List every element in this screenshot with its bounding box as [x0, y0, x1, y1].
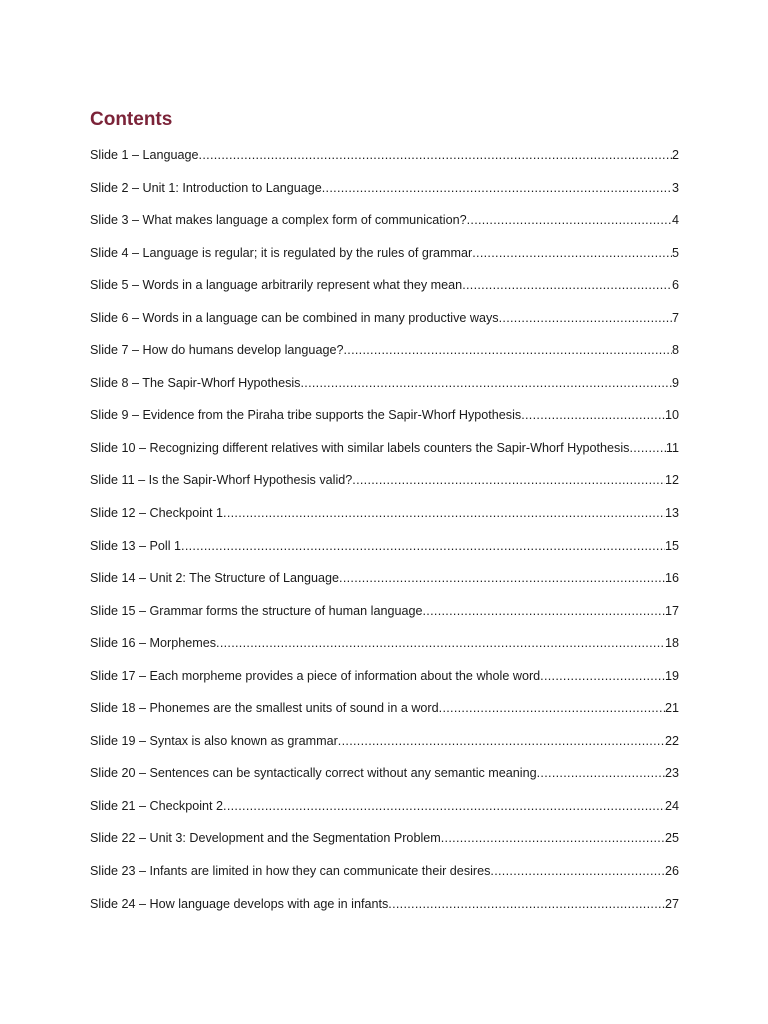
- toc-entry-title: Slide 12 – Checkpoint 1: [90, 506, 224, 521]
- toc-dot-leader: [181, 536, 665, 556]
- toc-entry[interactable]: [90, 438, 679, 471]
- toc-dot-leader: [462, 275, 672, 295]
- toc-entry[interactable]: [90, 405, 679, 438]
- toc-entry-page-number: 26: [664, 864, 679, 879]
- toc-entry-page-number: 27: [664, 896, 679, 911]
- toc-dot-leader: [199, 145, 672, 165]
- toc-dot-leader: [339, 568, 665, 588]
- toc-dot-leader: [300, 373, 672, 393]
- toc-entry[interactable]: [90, 763, 679, 796]
- toc-entry-title: Slide 10 – Recognizing different relatives with similar labels counters the Sapir-Whorf Hypothesis: [90, 440, 630, 455]
- toc-entry-title: Slide 17 – Each morpheme provides a piece of information about the whole word: [90, 668, 541, 683]
- toc-dot-leader: [352, 470, 665, 490]
- toc-dot-leader: [441, 828, 665, 848]
- toc-entry-title: Slide 11 – Is the Sapir-Whorf Hypothesis valid?: [90, 473, 353, 488]
- toc-entry-title: Slide 6 – Words in a language can be combined in many productive ways: [90, 310, 499, 325]
- toc-entry-page-number: 12: [664, 473, 679, 488]
- toc-entry[interactable]: [90, 731, 679, 764]
- toc-entry[interactable]: [90, 275, 679, 308]
- toc-entry-page-number: 17: [664, 603, 679, 618]
- toc-entry-page-number: 13: [664, 506, 679, 521]
- toc-entry-title: Slide 5 – Words in a language arbitrarily represent what they mean: [90, 278, 463, 293]
- toc-entry-page-number: 3: [671, 180, 679, 195]
- toc-entry-page-number: 7: [671, 310, 679, 325]
- toc-entry-page-number: 18: [664, 636, 679, 651]
- toc-list: [90, 145, 679, 926]
- toc-entry-title: Slide 22 – Unit 3: Development and the Segmentation Problem: [90, 831, 441, 846]
- toc-dot-leader: [490, 861, 665, 881]
- toc-entry-page-number: 8: [671, 343, 679, 358]
- toc-entry-page-number: 10: [664, 408, 679, 423]
- toc-dot-leader: [223, 796, 665, 816]
- toc-entry-page-number: 9: [671, 375, 679, 390]
- toc-entry-title: Slide 16 – Morphemes: [90, 636, 217, 651]
- toc-dot-leader: [388, 894, 665, 914]
- toc-entry-title: Slide 7 – How do humans develop language?: [90, 343, 344, 358]
- toc-entry[interactable]: [90, 633, 679, 666]
- toc-entry[interactable]: [90, 698, 679, 731]
- toc-entry-title: Slide 3 – What makes language a complex form of communication?: [90, 213, 467, 228]
- toc-dot-leader: [439, 698, 665, 718]
- toc-entry[interactable]: [90, 145, 679, 178]
- toc-entry[interactable]: [90, 503, 679, 536]
- toc-entry-title: Slide 21 – Checkpoint 2: [90, 798, 224, 813]
- toc-entry-title: Slide 9 – Evidence from the Piraha tribe supports the Sapir-Whorf Hypothesis: [90, 408, 522, 423]
- toc-dot-leader: [343, 340, 672, 360]
- toc-dot-leader: [537, 763, 665, 783]
- toc-entry-page-number: 11: [665, 440, 679, 455]
- toc-heading: Contents: [90, 109, 173, 130]
- toc-dot-leader: [322, 178, 672, 198]
- toc-entry-title: Slide 4 – Language is regular; it is regulated by the rules of grammar: [90, 245, 473, 260]
- toc-entry-page-number: 15: [664, 538, 679, 553]
- toc-dot-leader: [467, 210, 672, 230]
- toc-entry[interactable]: [90, 340, 679, 373]
- toc-entry-page-number: 21: [664, 701, 679, 716]
- toc-dot-leader: [540, 666, 665, 686]
- toc-entry[interactable]: [90, 210, 679, 243]
- toc-entry-title: Slide 2 – Unit 1: Introduction to Language: [90, 180, 322, 195]
- toc-entry-page-number: 23: [664, 766, 679, 781]
- toc-entry-page-number: 6: [671, 278, 679, 293]
- toc-entry-page-number: 19: [664, 668, 679, 683]
- toc-dot-leader: [216, 633, 665, 653]
- toc-dot-leader: [338, 731, 665, 751]
- toc-entry-title: Slide 19 – Syntax is also known as grammar: [90, 733, 338, 748]
- toc-entry[interactable]: [90, 536, 679, 569]
- toc-entry-page-number: 5: [671, 245, 679, 260]
- toc-entry-title: Slide 8 – The Sapir-Whorf Hypothesis: [90, 375, 301, 390]
- toc-entry-title: Slide 18 – Phonemes are the smallest units of sound in a word: [90, 701, 439, 716]
- toc-entry-page-number: 4: [671, 213, 679, 228]
- toc-entry[interactable]: [90, 373, 679, 406]
- toc-dot-leader: [223, 503, 665, 523]
- toc-entry-page-number: 25: [664, 831, 679, 846]
- toc-entry[interactable]: [90, 861, 679, 894]
- toc-entry-page-number: 24: [664, 798, 679, 813]
- toc-entry[interactable]: [90, 666, 679, 699]
- toc-entry[interactable]: [90, 308, 679, 341]
- toc-entry[interactable]: [90, 894, 679, 927]
- toc-entry[interactable]: [90, 601, 679, 634]
- toc-entry[interactable]: [90, 568, 679, 601]
- toc-entry[interactable]: [90, 796, 679, 829]
- toc-dot-leader: [499, 308, 672, 328]
- toc-dot-leader: [521, 405, 665, 425]
- toc-entry-title: Slide 20 – Sentences can be syntactically correct without any semantic meaning: [90, 766, 537, 781]
- toc-dot-leader: [423, 601, 665, 621]
- toc-entry-title: Slide 15 – Grammar forms the structure of human language: [90, 603, 423, 618]
- toc-entry-page-number: 22: [664, 733, 679, 748]
- toc-entry-title: Slide 13 – Poll 1: [90, 538, 182, 553]
- toc-dot-leader: [472, 243, 672, 263]
- toc-entry-page-number: 16: [664, 571, 679, 586]
- toc-entry[interactable]: [90, 178, 679, 211]
- toc-entry[interactable]: [90, 828, 679, 861]
- toc-entry-title: Slide 1 – Language: [90, 148, 199, 162]
- toc-dot-leader: [629, 438, 665, 458]
- toc-entry-page-number: 2: [671, 148, 679, 162]
- toc-entry[interactable]: [90, 470, 679, 503]
- toc-entry-title: Slide 24 – How language develops with age in infants: [90, 896, 389, 911]
- toc-entry-title: Slide 23 – Infants are limited in how they can communicate their desires: [90, 864, 491, 879]
- toc-entry-title: Slide 14 – Unit 2: The Structure of Language: [90, 571, 340, 586]
- toc-entry[interactable]: [90, 243, 679, 276]
